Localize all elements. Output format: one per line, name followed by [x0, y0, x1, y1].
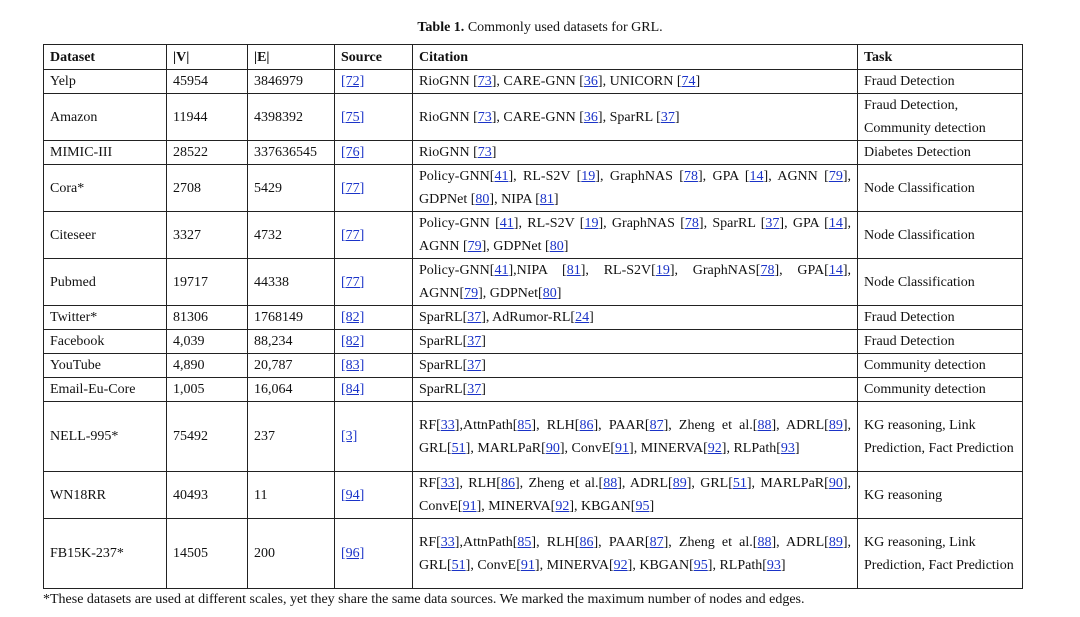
header-nodes: |V| [167, 45, 248, 70]
cell-task: KG reasoning [858, 472, 1023, 519]
citation-link[interactable]: 41 [494, 263, 509, 278]
table-row [44, 472, 1023, 519]
cell-citation: Policy-GNN[41], RL-S2V [19], GraphNAS [78], GPA [14], AGNN [79], GDPNet [80], NIPA [81] [413, 165, 858, 212]
cell-source [335, 354, 413, 378]
table-row [44, 402, 1023, 472]
cell-nodes: 3327 [167, 212, 248, 259]
cell-task: KG reasoning, Link Prediction, Fact Prediction [858, 402, 1023, 472]
cell-citation: SparRL[37] [413, 330, 858, 354]
citation-link[interactable]: 81 [539, 192, 554, 207]
cell-edges: 200 [248, 519, 335, 589]
cell-edges: 20,787 [248, 354, 335, 378]
cell-dataset: Amazon [44, 94, 167, 141]
source-link[interactable]: [77] [341, 227, 365, 243]
cell-citation: SparRL[37] [413, 354, 858, 378]
citation-link[interactable]: 90 [545, 440, 560, 456]
citation-link[interactable]: 89 [828, 534, 843, 550]
citation-link[interactable]: 14 [749, 169, 764, 184]
cell-citation: RioGNN [73], CARE-GNN [36], SparRL [37] [413, 94, 858, 141]
citation-link[interactable]: 51 [451, 557, 466, 573]
cell-source [335, 165, 413, 212]
header-task: Task [858, 45, 1023, 70]
citation-link[interactable]: 93 [780, 440, 795, 456]
source-link[interactable]: [96] [341, 546, 365, 561]
citation-link[interactable]: 78 [684, 216, 699, 231]
citation-link[interactable]: 37 [467, 334, 482, 349]
cell-dataset: Twitter* [44, 306, 167, 330]
cell-task: Node Classification [858, 259, 1023, 306]
source-link[interactable]: [72] [341, 74, 365, 89]
citation-link[interactable]: 89 [828, 417, 843, 433]
cell-source [335, 519, 413, 589]
cell-dataset: YouTube [44, 354, 167, 378]
citation-link[interactable]: 37 [467, 382, 482, 397]
cell-dataset: Cora* [44, 165, 167, 212]
cell-source [335, 378, 413, 402]
citation-link[interactable]: 95 [693, 557, 708, 573]
source-link[interactable]: [83] [341, 358, 365, 373]
cell-task: Fraud Detection, Community detection [858, 94, 1023, 141]
header-edges: |E| [248, 45, 335, 70]
citation-link[interactable]: 81 [566, 263, 581, 278]
citation-link[interactable]: 88 [757, 534, 772, 550]
cell-edges: 5429 [248, 165, 335, 212]
source-link[interactable]: [77] [341, 180, 365, 196]
citation-link[interactable]: 37 [467, 358, 482, 373]
citation-link[interactable]: 86 [500, 476, 515, 491]
cell-task: KG reasoning, Link Prediction, Fact Prediction [858, 519, 1023, 589]
table-row [44, 141, 1023, 165]
table-row [44, 70, 1023, 94]
citation-link[interactable]: 74 [681, 74, 696, 89]
citation-link[interactable]: 14 [828, 263, 843, 278]
cell-nodes: 28522 [167, 141, 248, 165]
cell-edges: 11 [248, 472, 335, 519]
table-caption [0, 0, 1080, 37]
citation-link[interactable]: 78 [683, 169, 698, 184]
citation-link[interactable]: 92 [613, 557, 628, 573]
cell-task: Node Classification [858, 212, 1023, 259]
citation-link[interactable]: 85 [517, 534, 532, 550]
cell-citation: Policy-GNN[41],NIPA [81], RL-S2V[19], GraphNAS[78], GPA[14], AGNN[79], GDPNet[80] [413, 259, 858, 306]
citation-link[interactable]: 41 [499, 216, 514, 231]
citation-link[interactable]: 92 [555, 499, 570, 514]
citation-link[interactable]: 19 [655, 263, 670, 278]
citation-link[interactable]: 14 [828, 216, 843, 231]
citation-link[interactable]: 79 [464, 286, 479, 301]
cell-source [335, 259, 413, 306]
cell-source [335, 330, 413, 354]
citation-link[interactable]: 33 [440, 534, 455, 550]
cell-nodes: 4,039 [167, 330, 248, 354]
cell-nodes: 4,890 [167, 354, 248, 378]
table-footnote: *These datasets are used at different scales, yet they share the same data sources. We marked the maximum number of nodes and edges. [43, 592, 805, 607]
table-row [44, 165, 1023, 212]
cell-edges: 337636545 [248, 141, 335, 165]
citation-link[interactable]: 87 [649, 417, 664, 433]
citation-link[interactable]: 37 [467, 310, 482, 325]
citation-link[interactable]: 91 [462, 499, 477, 514]
cell-citation: RF[33],AttnPath[85], RLH[86], PAAR[87], Zheng et al.[88], ADRL[89], GRL[51], MARLPaR[90], ConvE[91], MINERVA[92], RLPath[93] [413, 402, 858, 472]
table-row [44, 330, 1023, 354]
citation-link[interactable]: 92 [707, 440, 722, 456]
cell-dataset: NELL-995* [44, 402, 167, 472]
citation-link[interactable]: 86 [579, 417, 594, 433]
cell-nodes: 11944 [167, 94, 248, 141]
cell-dataset: Citeseer [44, 212, 167, 259]
citation-link[interactable]: 19 [581, 169, 596, 184]
datasets-table [43, 44, 1023, 589]
citation-link[interactable]: 24 [575, 310, 590, 325]
table-row [44, 354, 1023, 378]
cell-source [335, 70, 413, 94]
cell-citation: RF[33],AttnPath[85], RLH[86], PAAR[87], Zheng et al.[88], ADRL[89], GRL[51], ConvE[91], MINERVA[92], KBGAN[95], RLPath[93] [413, 519, 858, 589]
header-citation: Citation [413, 45, 858, 70]
cell-nodes: 1,005 [167, 378, 248, 402]
source-link[interactable]: [75] [341, 109, 365, 125]
citation-link[interactable]: 87 [649, 534, 664, 550]
caption-text: Commonly used datasets for GRL. [464, 20, 663, 35]
cell-edges: 4398392 [248, 94, 335, 141]
cell-citation: RioGNN [73] [413, 141, 858, 165]
citation-link[interactable]: 88 [757, 417, 772, 433]
cell-edges: 3846979 [248, 70, 335, 94]
citation-link[interactable]: 85 [517, 417, 532, 433]
cell-dataset: Email-Eu-Core [44, 378, 167, 402]
table-row [44, 519, 1023, 589]
citation-link[interactable]: 73 [477, 74, 492, 89]
citation-link[interactable]: 36 [583, 109, 598, 125]
source-link[interactable]: [94] [341, 487, 365, 503]
source-link[interactable]: [84] [341, 382, 365, 397]
header-row [44, 45, 1023, 70]
cell-task: Community detection [858, 354, 1023, 378]
cell-task: Community detection [858, 378, 1023, 402]
citation-link[interactable]: 78 [760, 263, 775, 278]
source-link[interactable]: [77] [341, 274, 365, 290]
source-link[interactable]: [3] [341, 429, 358, 444]
citation-link[interactable]: 41 [494, 169, 509, 184]
cell-nodes: 14505 [167, 519, 248, 589]
table-row [44, 212, 1023, 259]
citation-link[interactable]: 95 [635, 499, 650, 514]
table-row [44, 94, 1023, 141]
citation-link[interactable]: 79 [467, 239, 482, 254]
citation-link[interactable]: 86 [579, 534, 594, 550]
source-link[interactable]: [82] [341, 334, 365, 349]
cell-source [335, 306, 413, 330]
citation-link[interactable]: 80 [542, 286, 557, 301]
cell-dataset: WN18RR [44, 472, 167, 519]
cell-citation: RF[33], RLH[86], Zheng et al.[88], ADRL[89], GRL[51], MARLPaR[90], ConvE[91], MINERVA[92], KBGAN[95] [413, 472, 858, 519]
citation-link[interactable]: 80 [475, 192, 490, 207]
table-row [44, 259, 1023, 306]
cell-dataset: MIMIC-III [44, 141, 167, 165]
cell-edges: 1768149 [248, 306, 335, 330]
table-row [44, 378, 1023, 402]
citation-link[interactable]: 36 [583, 74, 598, 89]
cell-citation: SparRL[37] [413, 378, 858, 402]
source-link[interactable]: [76] [341, 145, 365, 160]
source-link[interactable]: [82] [341, 310, 365, 325]
citation-link[interactable]: 93 [766, 557, 781, 573]
citation-link[interactable]: 51 [732, 476, 747, 491]
cell-citation: RioGNN [73], CARE-GNN [36], UNICORN [74] [413, 70, 858, 94]
cell-task: Diabetes Detection [858, 141, 1023, 165]
cell-edges: 16,064 [248, 378, 335, 402]
cell-dataset: FB15K-237* [44, 519, 167, 589]
cell-nodes: 45954 [167, 70, 248, 94]
citation-link[interactable]: 90 [828, 476, 843, 491]
citation-link[interactable]: 80 [549, 239, 564, 254]
citation-link[interactable]: 33 [440, 417, 455, 433]
cell-nodes: 19717 [167, 259, 248, 306]
cell-source [335, 94, 413, 141]
citation-link[interactable]: 51 [451, 440, 466, 456]
cell-edges: 4732 [248, 212, 335, 259]
cell-task: Fraud Detection [858, 70, 1023, 94]
cell-task: Node Classification [858, 165, 1023, 212]
citation-link[interactable]: 91 [520, 557, 535, 573]
caption-label: Table 1. [417, 20, 465, 35]
cell-dataset: Pubmed [44, 259, 167, 306]
citation-link[interactable]: 91 [615, 440, 630, 456]
cell-source [335, 472, 413, 519]
cell-source [335, 141, 413, 165]
cell-source [335, 212, 413, 259]
cell-edges: 237 [248, 402, 335, 472]
cell-source [335, 402, 413, 472]
cell-edges: 88,234 [248, 330, 335, 354]
citation-link[interactable]: 37 [660, 109, 675, 125]
cell-task: Fraud Detection [858, 330, 1023, 354]
cell-citation: Policy-GNN [41], RL-S2V [19], GraphNAS [78], SparRL [37], GPA [14], AGNN [79], GDPNet [80] [413, 212, 858, 259]
header-dataset: Dataset [44, 45, 167, 70]
citation-link[interactable]: 19 [584, 216, 599, 231]
citation-link[interactable]: 79 [828, 169, 843, 184]
cell-dataset: Yelp [44, 70, 167, 94]
cell-edges: 44338 [248, 259, 335, 306]
cell-nodes: 75492 [167, 402, 248, 472]
cell-nodes: 40493 [167, 472, 248, 519]
header-source: Source [335, 45, 413, 70]
citation-link[interactable]: 37 [765, 216, 780, 231]
cell-dataset: Facebook [44, 330, 167, 354]
citation-link[interactable]: 73 [477, 145, 492, 160]
cell-citation: SparRL[37], AdRumor-RL[24] [413, 306, 858, 330]
table-row [44, 306, 1023, 330]
citation-link[interactable]: 33 [440, 476, 455, 491]
citation-link[interactable]: 89 [672, 476, 687, 491]
table-body [44, 70, 1023, 589]
cell-nodes: 81306 [167, 306, 248, 330]
cell-nodes: 2708 [167, 165, 248, 212]
citation-link[interactable]: 88 [603, 476, 618, 491]
cell-task: Fraud Detection [858, 306, 1023, 330]
citation-link[interactable]: 73 [477, 109, 492, 125]
